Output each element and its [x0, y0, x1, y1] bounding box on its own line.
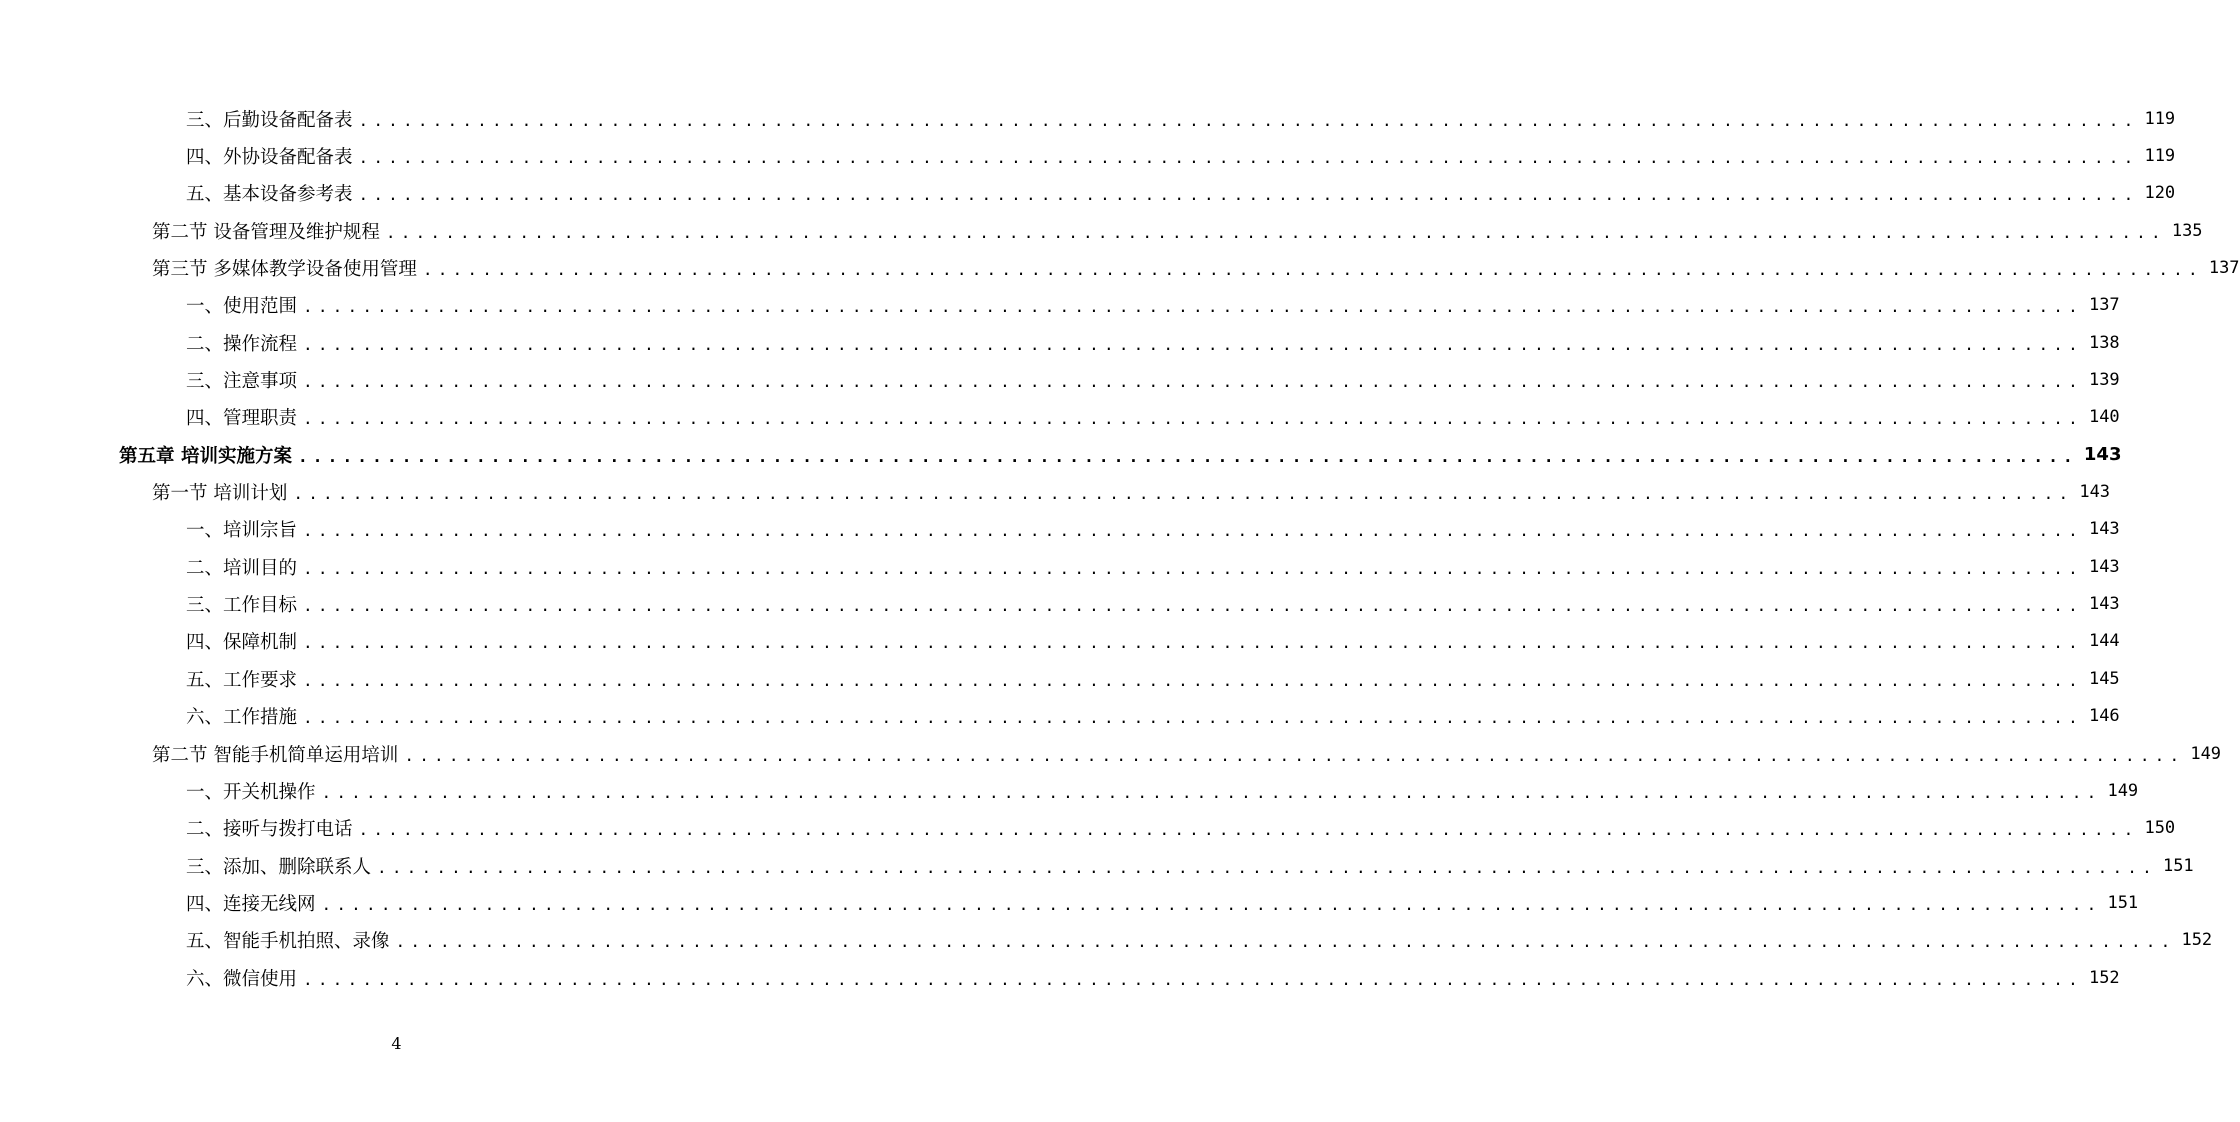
- toc-entry-item[interactable]: [0, 585, 2120, 622]
- toc-entry-title: 三、后勤设备配备表: [186, 109, 353, 131]
- toc-entry-page-number: 143: [2083, 444, 2122, 466]
- toc-entry-item[interactable]: [0, 324, 2120, 361]
- toc-entry-item[interactable]: [0, 399, 2120, 436]
- toc-dot-leader: ........................................................................................................................: [303, 334, 2083, 354]
- toc-entry-page-number: 137: [2088, 295, 2120, 316]
- toc-entry-page-number: 151: [2107, 892, 2139, 913]
- toc-entry-title: 六、工作措施: [186, 707, 298, 729]
- toc-entry-title: 六、微信使用: [186, 968, 298, 990]
- toc-entry-item[interactable]: [0, 847, 2194, 884]
- toc-entry-page-number: 143: [2088, 594, 2120, 615]
- toc-entry-item[interactable]: [0, 772, 2139, 809]
- toc-entry-page-number: 143: [2088, 556, 2120, 577]
- toc-entry-title: 二、操作流程: [186, 333, 298, 355]
- toc-entry-section[interactable]: [0, 249, 2240, 286]
- toc-dot-leader: ........................................................................................................................: [303, 670, 2083, 690]
- toc-entry-page-number: 146: [2088, 706, 2120, 727]
- toc-dot-leader: ........................................................................................................................: [358, 148, 2139, 168]
- toc-entry-section[interactable]: [0, 735, 2222, 772]
- toc-entry-item[interactable]: [0, 698, 2120, 735]
- toc-entry-title: 二、培训目的: [186, 557, 298, 579]
- toc-entry-title: 一、培训宗旨: [186, 520, 298, 542]
- toc-entry-section[interactable]: [0, 212, 2203, 249]
- toc-entry-title: 二、接听与拨打电话: [186, 819, 353, 841]
- toc-entry-page-number: 138: [2088, 332, 2120, 353]
- toc-entry-item[interactable]: [0, 884, 2139, 921]
- toc-entry-title: 第二节 设备管理及维护规程: [152, 221, 380, 243]
- toc-dot-leader: ........................................................................................................................: [422, 260, 2203, 280]
- toc-entry-title: 五、基本设备参考表: [186, 184, 353, 206]
- toc-entry-section[interactable]: [0, 473, 2111, 510]
- toc-dot-leader: ........................................................................................................................: [358, 820, 2139, 840]
- toc-entry-title: 第五章 培训实施方案: [119, 445, 292, 467]
- toc-entry-title: 第一节 培训计划: [152, 483, 288, 505]
- toc-entry-title: 三、工作目标: [186, 595, 298, 617]
- toc-entry-page-number: 139: [2088, 370, 2120, 391]
- toc-entry-chapter[interactable]: [0, 436, 2122, 473]
- toc-entry-page-number: 144: [2088, 631, 2120, 652]
- toc-entry-page-number: 150: [2144, 818, 2176, 839]
- toc-entry-item[interactable]: [0, 548, 2120, 585]
- toc-dot-leader: ........................................................................................................................: [385, 222, 2166, 242]
- toc-entry-item[interactable]: [0, 175, 2176, 212]
- toc-entry-page-number: 143: [2088, 519, 2120, 540]
- toc-entry-title: 一、使用范围: [186, 296, 298, 318]
- toc-entry-page-number: 152: [2088, 967, 2120, 988]
- toc-entry-page-number: 152: [2181, 930, 2213, 951]
- toc-entry-page-number: 119: [2144, 108, 2176, 129]
- toc-entry-title: 五、智能手机拍照、录像: [186, 931, 390, 953]
- toc-entry-item[interactable]: [0, 137, 2176, 174]
- toc-dot-leader: ........................................................................................................................: [395, 932, 2176, 952]
- toc-entry-title: 三、添加、删除联系人: [186, 856, 372, 878]
- toc-entry-item[interactable]: [0, 660, 2120, 697]
- toc-entry-item[interactable]: [0, 922, 2213, 959]
- toc-dot-leader: ........................................................................................................................: [377, 857, 2157, 877]
- toc-entry-page-number: 119: [2144, 146, 2176, 167]
- toc-entry-item[interactable]: [0, 361, 2120, 398]
- toc-entry-page-number: 137: [2208, 258, 2240, 279]
- page-number: 4: [391, 1034, 402, 1053]
- toc-entry-page-number: 135: [2171, 220, 2203, 241]
- toc-entry-title: 四、外协设备配备表: [186, 147, 353, 169]
- toc-entry-item[interactable]: [0, 810, 2176, 847]
- toc-dot-leader: ........................................................................................................................: [303, 596, 2083, 616]
- toc-entry-item[interactable]: [0, 100, 2176, 137]
- toc-entry-page-number: 149: [2190, 743, 2222, 764]
- toc-entry-item[interactable]: [0, 287, 2120, 324]
- toc-dot-leader: ........................................................................................................................: [297, 446, 2078, 466]
- toc-entry-page-number: 143: [2079, 482, 2111, 503]
- toc-dot-leader: ........................................................................................................................: [303, 558, 2083, 578]
- table-of-contents: [0, 100, 2240, 996]
- toc-dot-leader: ........................................................................................................................: [358, 110, 2139, 130]
- toc-entry-title: 一、开关机操作: [186, 781, 316, 803]
- toc-entry-title: 三、注意事项: [186, 371, 298, 393]
- toc-dot-leader: ........................................................................................................................: [303, 521, 2083, 541]
- toc-entry-item[interactable]: [0, 511, 2120, 548]
- toc-entry-item[interactable]: [0, 623, 2120, 660]
- toc-entry-title: 第二节 智能手机简单运用培训: [152, 744, 399, 766]
- toc-dot-leader: ........................................................................................................................: [321, 894, 2102, 914]
- toc-dot-leader: ........................................................................................................................: [303, 297, 2083, 317]
- toc-entry-title: 五、工作要求: [186, 669, 298, 691]
- toc-entry-title: 四、保障机制: [186, 632, 298, 654]
- toc-dot-leader: ........................................................................................................................: [404, 745, 2185, 765]
- toc-entry-page-number: 151: [2162, 855, 2194, 876]
- toc-dot-leader: ........................................................................................................................: [303, 633, 2083, 653]
- toc-dot-leader: ........................................................................................................................: [303, 969, 2083, 989]
- toc-entry-item[interactable]: [0, 959, 2120, 996]
- toc-dot-leader: ........................................................................................................................: [358, 185, 2139, 205]
- toc-entry-page-number: 140: [2088, 407, 2120, 428]
- toc-dot-leader: ........................................................................................................................: [321, 782, 2102, 802]
- toc-dot-leader: ........................................................................................................................: [303, 708, 2083, 728]
- toc-entry-page-number: 149: [2107, 780, 2139, 801]
- toc-entry-title: 第三节 多媒体教学设备使用管理: [152, 259, 417, 281]
- toc-entry-page-number: 120: [2144, 183, 2176, 204]
- toc-dot-leader: ........................................................................................................................: [303, 372, 2083, 392]
- toc-entry-title: 四、管理职责: [186, 408, 298, 430]
- toc-entry-page-number: 145: [2088, 668, 2120, 689]
- toc-entry-title: 四、连接无线网: [186, 893, 316, 915]
- toc-dot-leader: ........................................................................................................................: [303, 409, 2083, 429]
- toc-dot-leader: ........................................................................................................................: [293, 484, 2074, 504]
